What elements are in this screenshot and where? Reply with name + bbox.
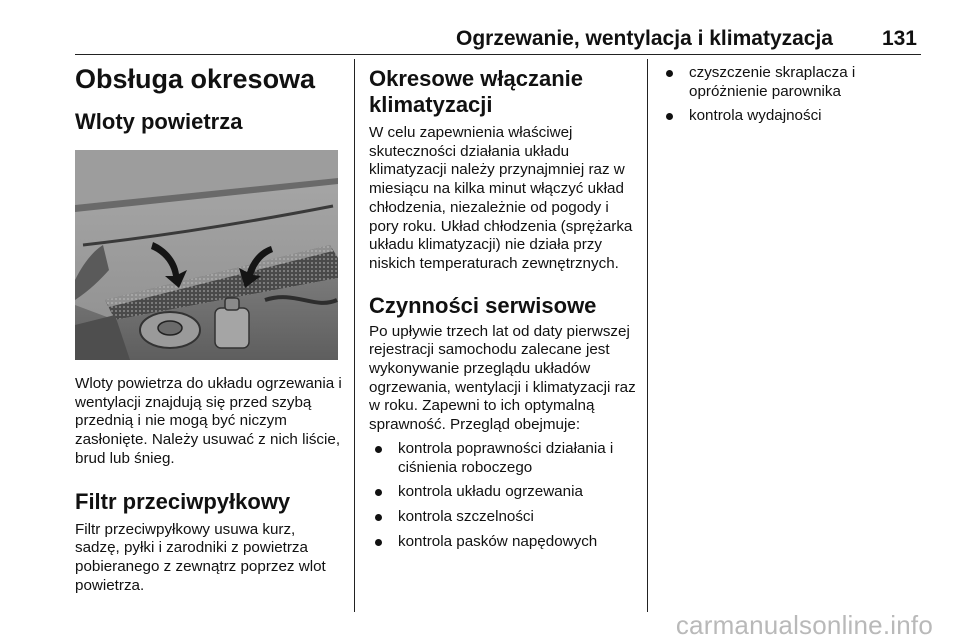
list-item: kontrola wydajności — [660, 107, 922, 126]
air-inlet-illustration — [75, 150, 338, 360]
list-item: kontrola układu ogrzewania — [369, 483, 637, 502]
watermark: carmanualsonline.info — [675, 610, 933, 640]
service-text: Po upływie trzech lat od daty pierwszej rejestracji samochodu zalecane jest wykonywanie przeglądu układów ogrzewania, wentylacji i klimatyzacji raz w roku. Zapewni to ich optymalną sprawność. Przegląd obejmuje: — [369, 322, 636, 434]
list-item: czyszczenie skraplacza i opróżnienie parownika — [660, 64, 922, 101]
column-3 — [660, 64, 922, 132]
reservoir — [215, 308, 249, 348]
bullet-icon — [666, 70, 673, 77]
column-divider-2 — [647, 59, 648, 612]
ac-periodic-heading: Okresowe włączanie klimatyzacji — [369, 66, 583, 117]
air-inlets-heading: Wloty powietrza — [75, 109, 243, 134]
page-number: 131 — [881, 27, 917, 50]
list-item: kontrola pasków napędowych — [369, 533, 637, 552]
air-inlets-text: Wloty powietrza do układu ogrzewania i wentylacji znajdują się przed szybą przednią i nie mogą być niczym zasłonięte. Należy usuwać z nich liście, brud lub śnieg. — [75, 375, 342, 467]
section-title: Obsługa okresowa — [75, 64, 316, 94]
engine-bay-image — [75, 150, 338, 360]
service-checklist — [369, 440, 637, 552]
list-item: kontrola szczelności — [369, 508, 637, 527]
page-header — [75, 26, 921, 56]
service-checklist-continued — [660, 64, 922, 126]
bullet-icon — [375, 539, 382, 546]
column-1 — [75, 62, 343, 595]
bullet-icon — [375, 514, 382, 521]
bullet-icon — [375, 489, 382, 496]
bullet-icon — [375, 446, 382, 453]
pollen-filter-text: Filtr przeciwpyłkowy usuwa kurz, sadzę, pyłki i zarodniki z powietrza pobieranego z zewnątrz poprzez wlot powietrza. — [75, 520, 326, 594]
ac-periodic-text: W celu zapewnienia właściwej skuteczności działania układu klimatyzacji należy przynajmniej raz w miesiącu na kilka minut włączyć układ chłodzenia, niezależnie od pogody i pory roku. Układ chłodzenia (sprężarka układu klimatyzacji) nie działa przy niskich temperaturach zewnętrznych. — [369, 124, 633, 272]
header-rule — [75, 54, 921, 55]
pollen-filter-heading: Filtr przeciwpyłkowy — [75, 488, 291, 514]
header-title: Ogrzewanie, wentylacja i klimatyzacja — [455, 27, 833, 50]
service-heading: Czynności serwisowe — [369, 292, 597, 318]
bullet-icon — [666, 113, 673, 120]
list-item: kontrola poprawności działania i ciśnienia roboczego — [369, 440, 637, 477]
column-2 — [369, 62, 637, 557]
column-divider-1 — [354, 59, 355, 612]
